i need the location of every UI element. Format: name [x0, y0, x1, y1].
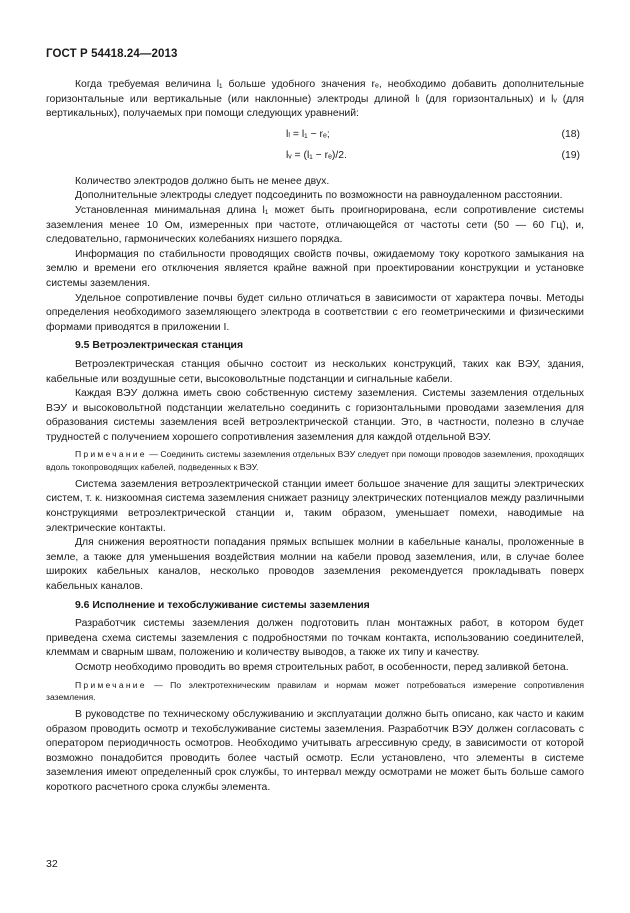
formula-18	[46, 126, 584, 147]
paragraph: Когда требуемая величина l₁ больше удобного значения rₑ, необходимо добавить дополнительные горизонтальные или вертикальные (или наклонные) электроды длиной lₗ (для горизонтальных) и lᵥ (для вертикальных), получаемых при помощи следующих уравнений:	[46, 79, 584, 120]
formula-expression: lᵥ = (l₁ − rₑ)/2.	[286, 149, 347, 161]
paragraph: Осмотр необходимо проводить во время строительных работ, в особенности, перед заливкой бетона.	[75, 662, 569, 673]
paragraph: Для снижения вероятности попадания прямых вспышек молнии в кабельные каналы, проложенные в земле, а также для уменьшения воздействия молнии на кабели провод заземления, или, в случае более широких кабельных каналов, несколько проводов заземления рекомендуется прокладывать поверх кабельных каналов.	[46, 537, 584, 593]
document-header: ГОСТ Р 54418.24—2013	[46, 48, 178, 60]
paragraph: Ветроэлектрическая станция обычно состоит из нескольких конструкций, таких как ВЭУ, здания, кабельные или воздушные сети, высоковольтные подстанции и сигнальные кабели.	[46, 358, 584, 385]
paragraph: Установленная минимальная длина l₁ может быть проигнорирована, если сопротивление системы заземления менее 10 Ом, измеренных при частоте, отличающейся от частоты сети (50 — 60 Гц), и, следовательно, гармонических колебаниях низшего порядка.	[46, 204, 584, 246]
note-label: Примечание	[75, 449, 147, 460]
paragraph: В руководстве по техническому обслуживанию и эксплуатации должно быть описано, как часто и каким образом проводить осмотр и техобслуживание системы заземления. Разработчик ВЭУ должен согласовать с оператором периодичность осмотров. Необходимо учитывать агрессивную среду, в зависимости от которой возможно понадобится проводить более частый осмотр. Если установлено, что элементы в системе заземления имеют определенный срок службы, то интервал между осмотрами не может быть больше самого короткого расчетного срока службы элемента.	[46, 709, 584, 793]
note-text: — Соединить системы заземления отдельных ВЭУ следует при помощи проводов заземления, проходящих вдоль токопроводящих кабелей, подведенных к ВЭУ.	[46, 449, 584, 472]
formula-19	[46, 147, 584, 168]
paragraph: Система заземления ветроэлектрической станции имеет большое значение для защиты электрических систем, т. к. низкоомная система заземления снижает разницу электрических потенциалов между различными конструкциями ветроэлектрической станции и, таким образом, уменьшает помехи, наводимые на электрические контакты.	[46, 478, 584, 534]
page-number: 32	[46, 858, 58, 870]
paragraph: Дополнительные электроды следует подсоединить по возможности на равноудаленном расстоянии.	[75, 190, 563, 202]
paragraph: Количество электродов должно быть не менее двух.	[75, 175, 330, 187]
document-body	[46, 78, 584, 796]
note	[46, 448, 584, 472]
section-heading-9-5: 9.5 Ветроэлектрическая станция	[75, 340, 244, 352]
note-text: — По электротехническим правилам и нормам может потребоваться измерение сопротивления заземления.	[46, 679, 584, 702]
paragraph: Информация по стабильности проводящих свойств почвы, ожидаемому току короткого замыкания на землю и времени его отключения является крайне важной при проектировании конструкции и установке системы заземления.	[46, 248, 584, 289]
paragraph: Разработчик системы заземления должен подготовить план монтажных работ, в котором будет приведена схема системы заземления с подробностями по точкам контакта, использованию соединителей, клеммам и сварным швам, положению и количеству выводов, а также их типу и качеству.	[46, 618, 584, 659]
paragraph: Каждая ВЭУ должна иметь свою собственную систему заземления. Системы заземления отдельных ВЭУ и высоковольтной подстанции желательно соединить с горизонтальными проводами заземления для образования системы заземления всей ветроэлектрической станции. Это, в частности, полезно в случае трудностей с получением хорошего сопротивления заземления для каждой отдельной ВЭУ.	[46, 388, 584, 443]
formula-number: (18)	[561, 128, 580, 140]
formula-number: (19)	[561, 149, 580, 161]
formula-expression: lₗ = l₁ − rₑ;	[286, 128, 330, 140]
section-heading-9-6: 9.6 Исполнение и техобслуживание системы заземления	[75, 599, 370, 611]
paragraph: Удельное сопротивление почвы будет сильно отличаться в зависимости от характера почвы. Методы определения необходимого заземляющего электрода в соответствии с его геометрическими и физическими формами приводятся в приложении I.	[46, 292, 584, 333]
note	[46, 679, 584, 703]
note-label: Примечание	[75, 679, 147, 690]
